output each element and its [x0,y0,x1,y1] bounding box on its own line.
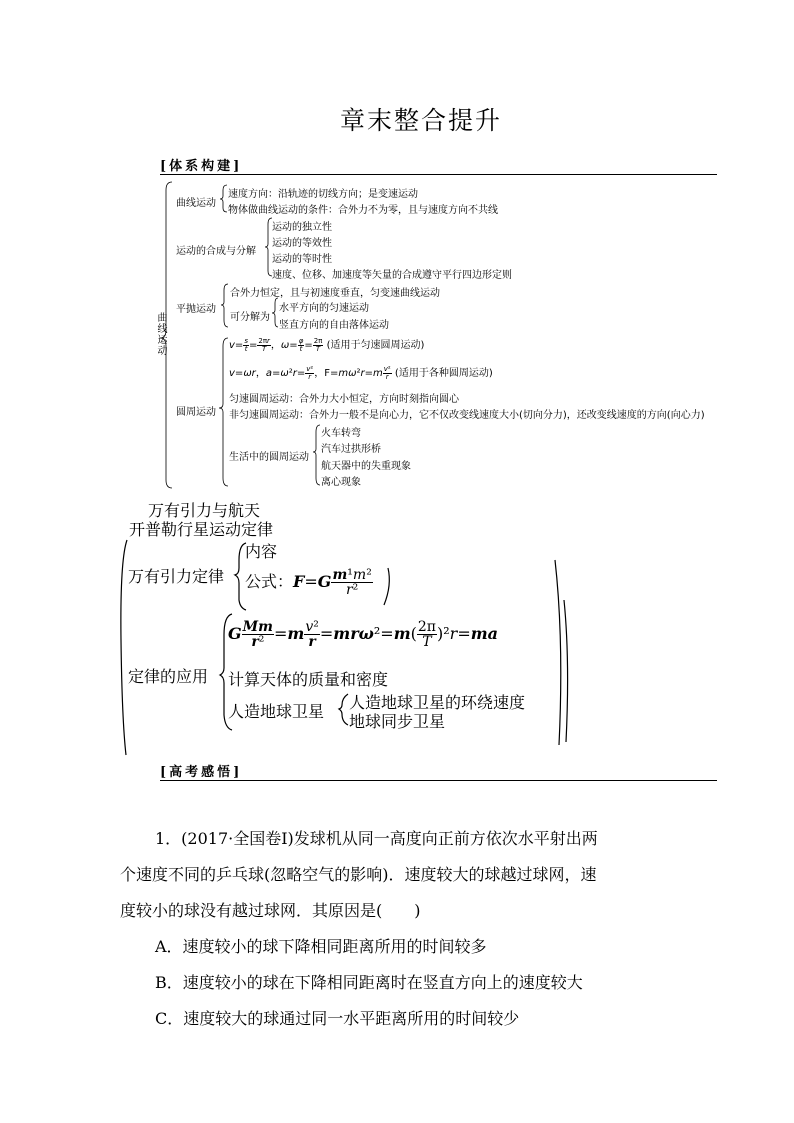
node-life-circular: 生活中的圆周运动 [229,452,309,463]
option-c: C．速度较大的球通过同一水平距离所用的时间较少 [155,1009,520,1028]
projectile-decompose-item: 竖直方向的自由落体运动 [279,320,389,331]
curve-item: 速度方向：沿轨迹的切线方向；是变速运动 [228,189,418,200]
gravity-root-label: 万有引力与航天 [148,501,261,520]
life-item: 离心现象 [321,477,361,488]
life-item: 汽车过拱形桥 [321,444,381,455]
satellite-item: 地球同步卫星 [349,712,446,731]
section-rule [160,780,717,781]
root-label-curve-motion: 曲线运动 [155,312,166,356]
option-b: B．速度较小的球在下降相同距离时在竖直方向上的速度较大 [155,973,583,992]
gravity-content: 内容 [245,542,278,561]
option-a: A．速度较小的球下降相同距离所用的时间较多 [155,937,487,956]
circular-nonuniform: 非匀速圆周运动：合外力一般不是向心力，它不仅改变线速度大小(切向分力)，还改变线速度的方向(向心力) [229,410,705,421]
page-title: 章末整合提升 [340,106,503,135]
satellite-label: 人造地球卫星 [228,702,325,721]
circular-uniform: 匀速圆周运动：合外力大小恒定，方向时刻指向圆心 [229,394,459,405]
gravity-formula-label: 公式： [245,572,294,591]
life-item: 航天器中的失重现象 [321,461,411,472]
projectile-item: 合外力恒定，且与初速度垂直，匀变速曲线运动 [230,288,440,299]
gravity-law-label: 万有引力定律 [128,567,225,586]
node-curve-motion: 曲线运动 [176,198,216,209]
gravity-equation: G $\frac{Mm}{\text{r²}}$ =m $\frac{\text{v²}}{r}$ =mrω²=m( $\frac{2\pi}{T}$ )²r=ma [228,619,499,650]
gravity-formula: 公式：F=G $\frac{\text{m¹m²}}{\text{r²}}$ [245,567,372,598]
formula-note: (适用于各种圆周运动) [394,368,493,379]
section-header-system: [体系构建] [160,159,243,174]
projectile-decompose-label: 可分解为 [230,312,270,323]
gravity-app-label: 定律的应用 [128,667,209,686]
compose-item: 速度、位移、加速度等矢量的合成遵守平行四边形定则 [272,270,512,281]
satellite-item: 人造地球卫星的环绕速度 [349,693,526,712]
node-projectile: 平抛运动 [176,304,216,315]
node-circular: 圆周运动 [176,407,216,418]
kepler-laws: 开普勒行星运动定律 [129,520,274,539]
question-line: 个速度不同的乒乓球(忽略空气的影响)．速度较大的球越过球网，速 [120,865,597,884]
compose-item: 运动的等时性 [272,254,332,265]
formula-uniform: v= $\frac{s}{t}$ = $\frac{2\pi r}{T}$ ，ω= $\frac{\varphi}{t}$ = $\frac{2\pi}{T}$ (适用于匀速圆周运动) [229,336,425,353]
gravity-calc: 计算天体的质量和密度 [228,670,389,689]
compose-item: 运动的独立性 [272,222,332,233]
formula-general: v=ωr，a=ω²r= $\frac{\text{v²}}{r}$ ，F=mω²r=m $\frac{\text{v²}}{r}$ (适用于各种圆周运动) [229,364,493,381]
question-line: 度较小的球没有越过球网．其原因是( ) [120,901,421,920]
projectile-decompose-item: 水平方向的匀速运动 [279,303,369,314]
node-compose: 运动的合成与分解 [176,246,256,257]
section-header-exam: [高考感悟] [160,765,243,780]
formula-note: (适用于匀速圆周运动) [326,340,425,351]
question-line: 1．(2017·全国卷Ⅰ)发球机从同一高度向正前方依次水平射出两 [155,829,598,848]
compose-item: 运动的等效性 [272,238,332,249]
curve-item: 物体做曲线运动的条件：合外力不为零，且与速度方向不共线 [228,205,498,216]
life-item: 火车转弯 [321,428,361,439]
